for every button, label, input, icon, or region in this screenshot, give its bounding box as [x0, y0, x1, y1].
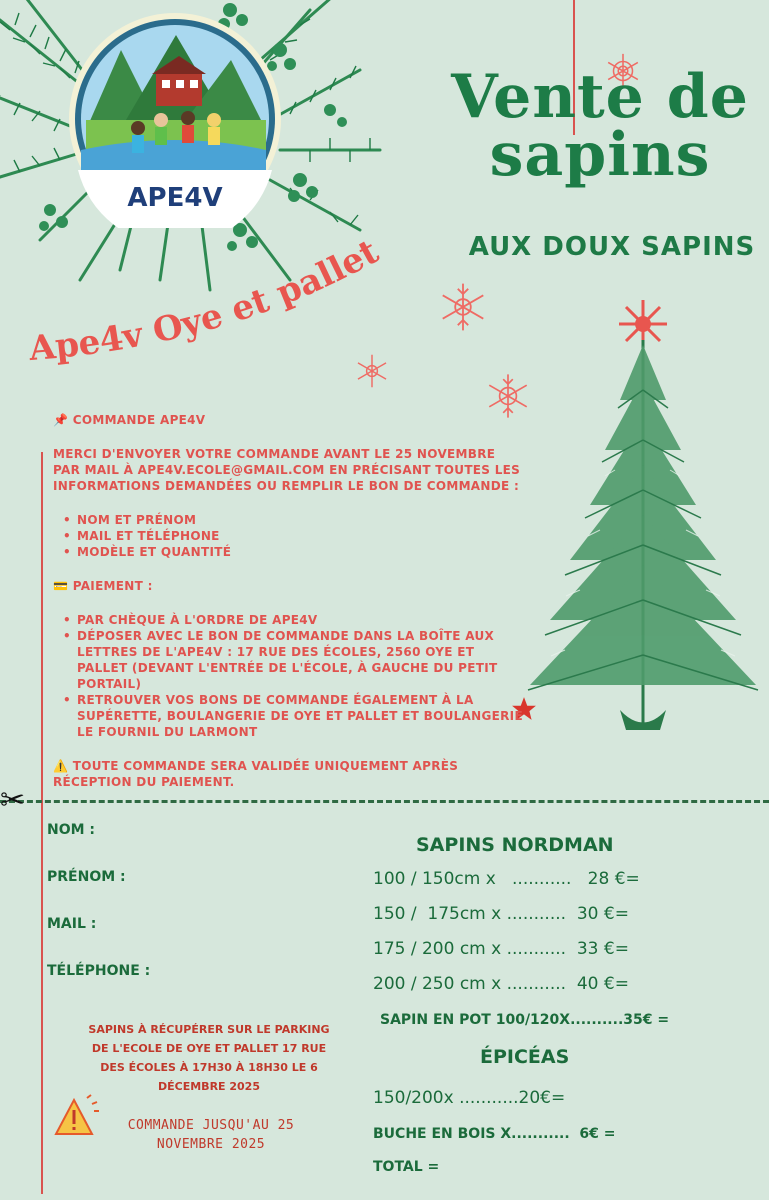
- mail-label: MAIL :: [47, 916, 97, 932]
- left-red-line: [41, 452, 43, 1194]
- paiement-list: [61, 612, 523, 740]
- list-item: • RETROUVER VOS BONS DE COMMANDE ÉGALEMENT À LA SUPÉRETTE, BOULANGERIE DE OYE ET PALLET ET BOULANGERIE LE FOURNIL DU LARMONT: [61, 692, 523, 740]
- commande-heading: 📌 COMMANDE APE4V: [53, 413, 206, 427]
- cut-line: [0, 800, 769, 804]
- nom-label: NOM :: [47, 822, 96, 838]
- page-title: Vente de sapins: [451, 62, 749, 190]
- commande-instructions: MERCI D'ENVOYER VOTRE COMMANDE AVANT LE 25 NOVEMBRE PAR MAIL À APE4V.ECOLE@GMAIL.COM EN PRÉCISANT TOUTES LES INFORMATIONS DEMANDÉES OU REMPLIR LE BON DE COMMANDE :: [53, 447, 521, 493]
- list-item: • PAR CHÈQUE À L'ORDRE DE APE4V: [61, 612, 523, 628]
- customer-form: [47, 822, 150, 1010]
- total-line: TOTAL =: [373, 1159, 440, 1175]
- logo-text: APE4V: [127, 183, 223, 213]
- price-line: 200 / 250 cm x ........... 40 €=: [373, 974, 629, 994]
- svg-text:Ape4v Oye et pallet: [27, 231, 386, 369]
- epiceas-heading: ÉPICÉAS: [480, 1046, 570, 1068]
- paiement-heading: 💳 PAIEMENT :: [53, 579, 153, 593]
- list-item: • MODÈLE ET QUANTITÉ: [61, 544, 523, 560]
- payment-warning: ⚠️ TOUTE COMMANDE SERA VALIDÉE UNIQUEMENT APRÈS RÉCEPTION DU PAIEMENT.: [53, 759, 459, 789]
- price-line: 100 / 150cm x ........... 28 €=: [373, 869, 640, 889]
- buche-line: BUCHE EN BOIS X........... 6€ =: [373, 1126, 616, 1142]
- telephone-label: TÉLÉPHONE :: [47, 963, 151, 979]
- list-item: • MAIL ET TÉLÉPHONE: [61, 528, 523, 544]
- association-name-curved: [20, 210, 460, 400]
- christmas-tree-illustration: [510, 290, 769, 740]
- price-line: 175 / 200 cm x ........... 33 €=: [373, 939, 629, 959]
- page-subtitle: AUX DOUX SAPINS: [468, 232, 756, 262]
- price-line: 150 / 175cm x ........... 30 €=: [373, 904, 629, 924]
- warning-icon: [54, 1094, 100, 1140]
- sapin-en-pot-line: SAPIN EN POT 100/120X..........35€ =: [380, 1012, 670, 1028]
- price-line: 150/200x ...........20€=: [373, 1088, 566, 1108]
- prenom-label: PRÉNOM :: [47, 869, 126, 885]
- order-information: [53, 412, 523, 806]
- nordman-heading: SAPINS NORDMAN: [416, 834, 614, 856]
- association-name: Ape4v Oye et pallet: [27, 231, 386, 370]
- scissors-icon: ✂: [0, 783, 26, 818]
- commande-list: [61, 512, 523, 560]
- pickup-info: SAPINS À RÉCUPÉRER SUR LE PARKING DE L'ECOLE DE OYE ET PALLET 17 RUE DES ÉCOLES À 17H30 À 18H30 LE 6 DÉCEMBRE 2025: [88, 1023, 330, 1093]
- list-item: • DÉPOSER AVEC LE BON DE COMMANDE DANS LA BOÎTE AUX LETTRES DE L'APE4V : 17 RUE DES ÉCOLES, 2560 OYE ET PALLET (DEVANT L'ENTRÉE DE L'ÉCOLE, À GAUCHE DU PETIT PORTAIL): [61, 628, 523, 692]
- ape4v-logo: [66, 10, 284, 228]
- order-deadline: COMMANDE JUSQU'AU 25 NOVEMBRE 2025: [127, 1118, 295, 1152]
- list-item: • NOM ET PRÉNOM: [61, 512, 523, 528]
